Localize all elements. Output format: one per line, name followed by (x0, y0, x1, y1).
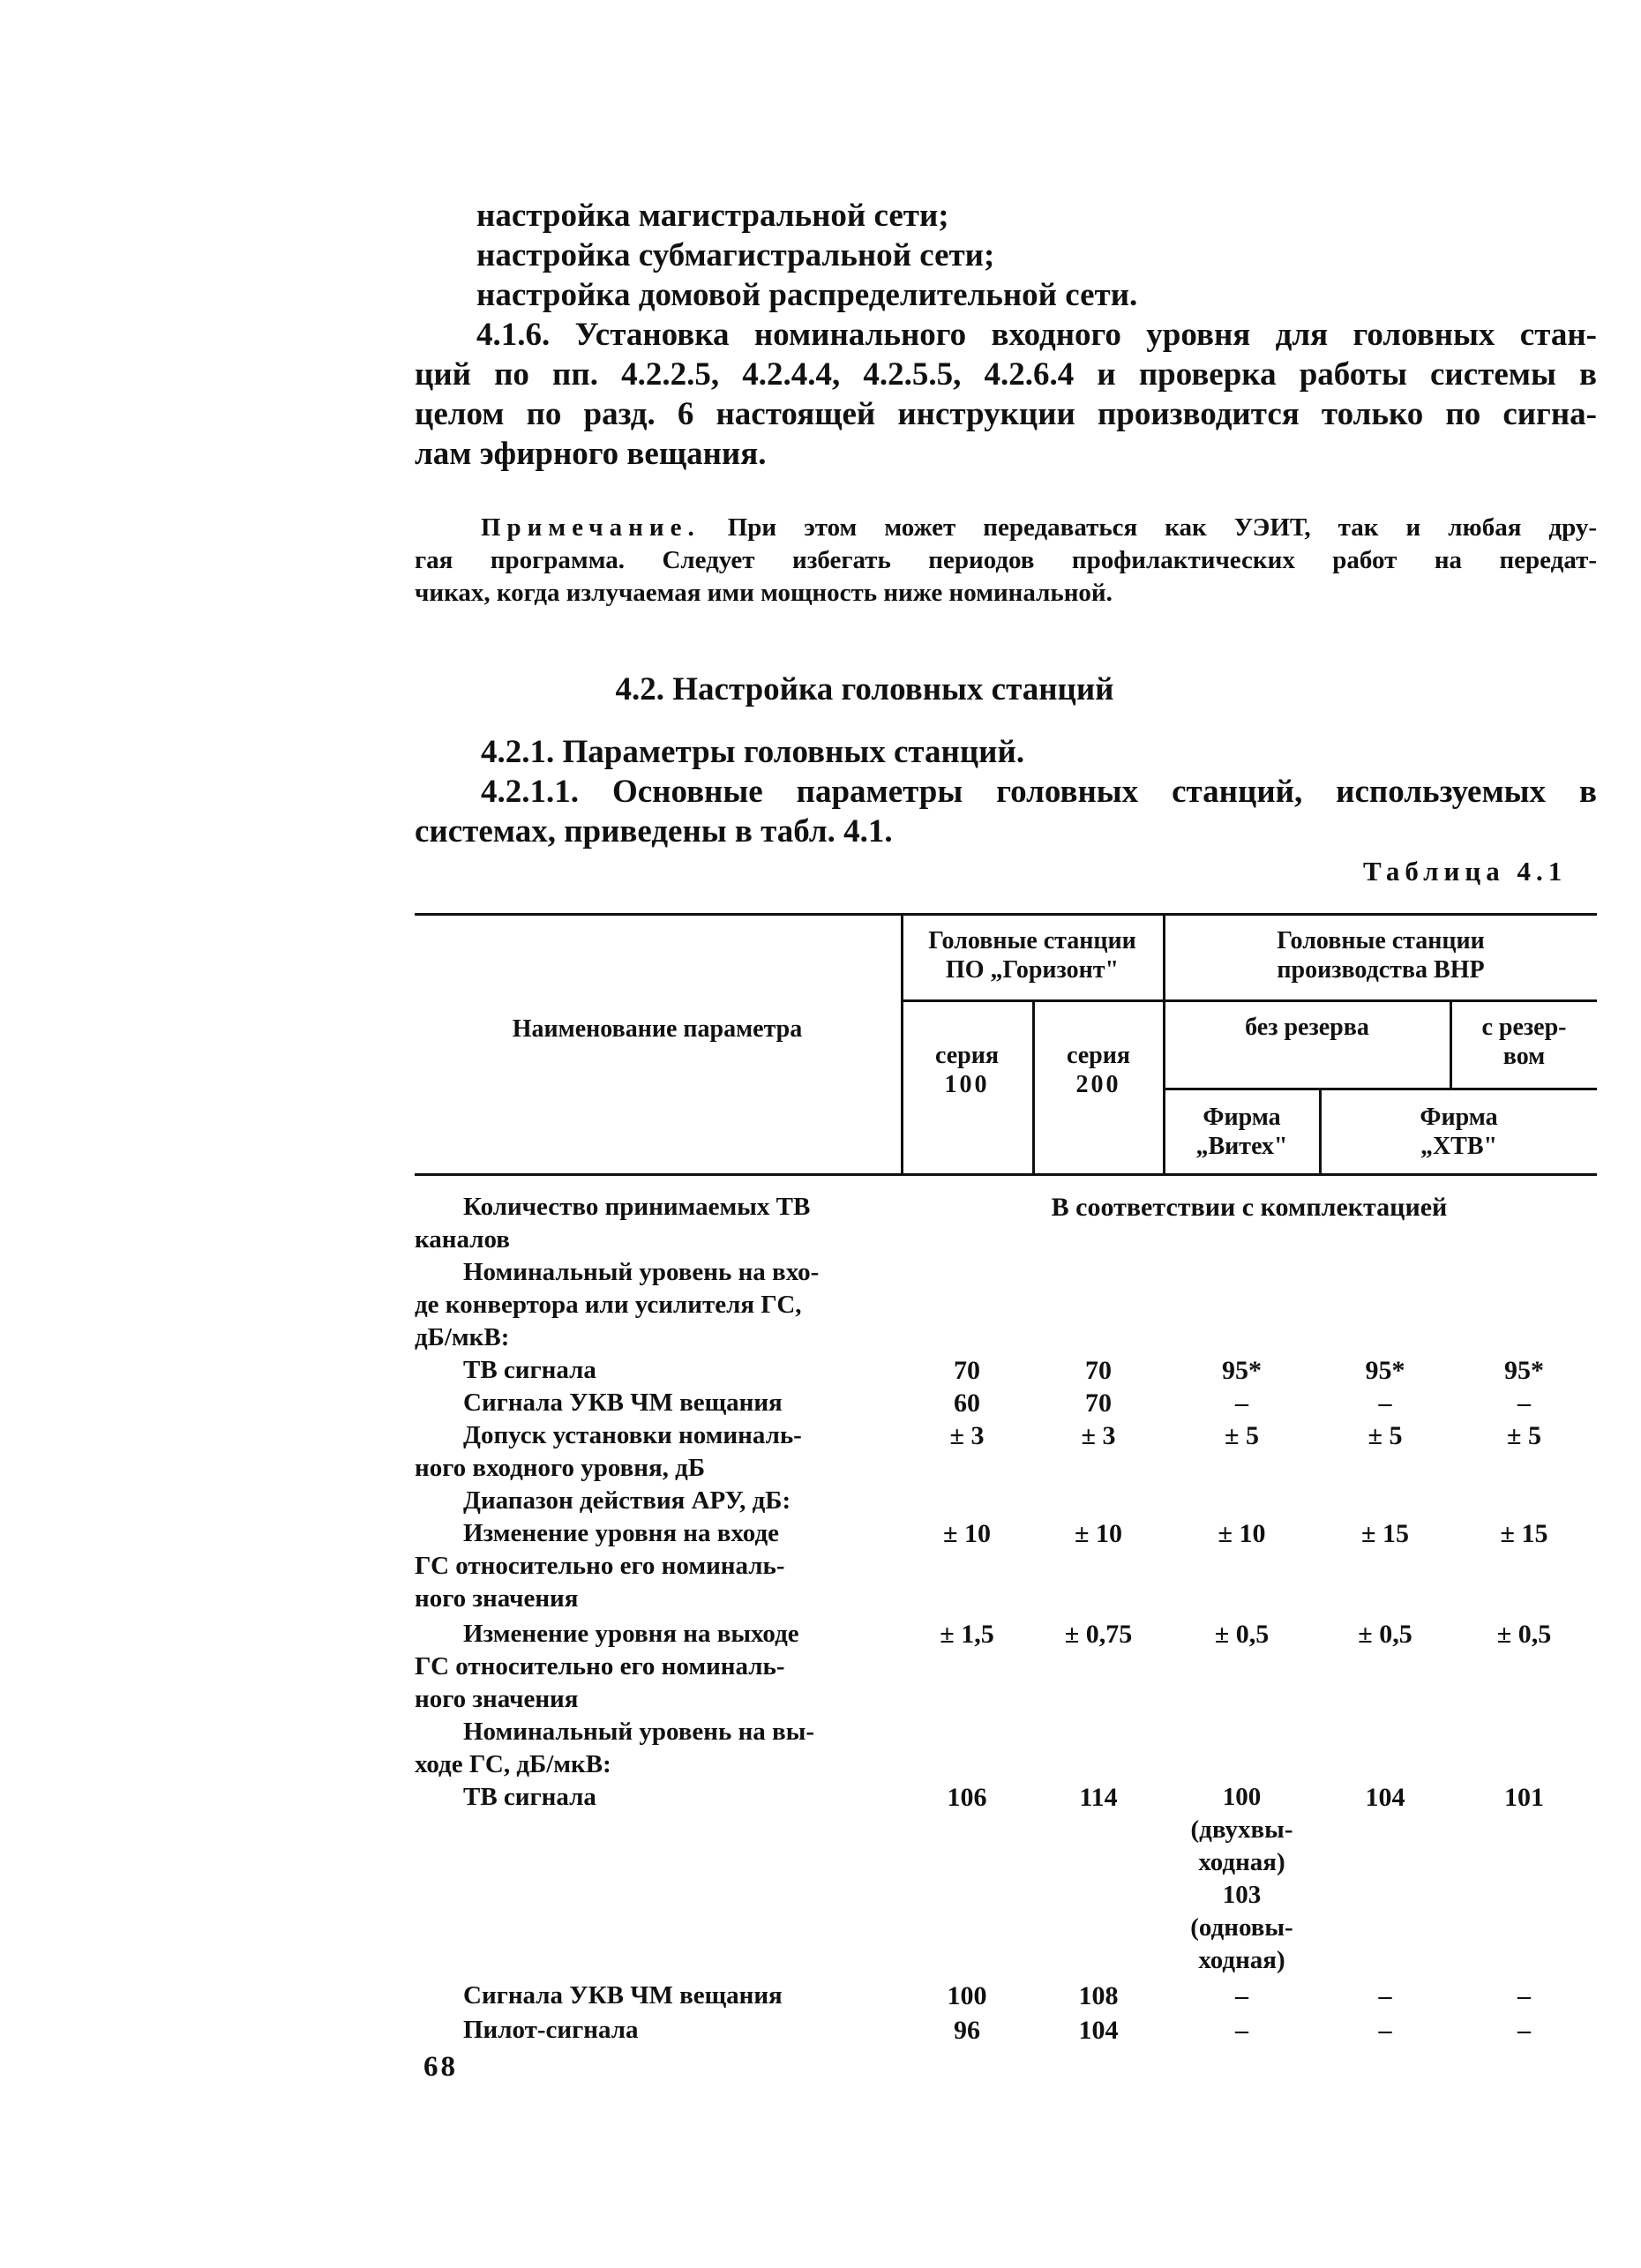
header-firm-vitex: Фирма (1203, 1104, 1281, 1131)
table-cell: ± 3 (949, 1421, 985, 1450)
note-line: чиках, когда излучаемая ими мощность ниже номинальной. (415, 579, 1113, 607)
row-label: Номинальный уровень на вхо- (463, 1258, 820, 1286)
table-cell-line: 103 (1222, 1881, 1262, 1909)
table-cell: ± 3 (1081, 1421, 1116, 1450)
table-cell: – (1517, 1388, 1531, 1418)
text-line: 4.2.1.1. Основные параметры головных станций, используемых в (481, 774, 1597, 810)
table-rule (415, 1173, 1597, 1176)
table-cell-line: 100 (1222, 1783, 1262, 1811)
table-cell: 70 (1085, 1388, 1112, 1418)
table-cell: 70 (954, 1356, 980, 1385)
table-cell-line: ходная) (1198, 1848, 1285, 1876)
table-cell: ± 5 (1368, 1421, 1403, 1450)
row-label: ТВ сигнала (463, 1356, 596, 1384)
table-cell: – (1517, 1981, 1531, 2010)
table-cell: 70 (1085, 1356, 1112, 1385)
table-cell: ± 1,5 (940, 1620, 994, 1649)
row-label: Сигнала УКВ ЧМ вещания (463, 1981, 783, 2010)
header-no-reserve: без резерва (1245, 1014, 1369, 1041)
table-cell: 101 (1504, 1783, 1544, 1812)
table-cell: 60 (954, 1388, 980, 1418)
table-cell: – (1378, 2016, 1392, 2045)
header-series-200: серия (1066, 1042, 1131, 1069)
row-span-value: В соответствии с комплектацией (1051, 1193, 1448, 1222)
table-rule (1165, 1088, 1597, 1090)
note-label: Примечание. (481, 513, 701, 542)
table-caption: Таблица 4.1 (1363, 856, 1568, 887)
header-with-reserve: с резер- (1481, 1014, 1567, 1041)
text-line: 4.1.6. Установка номинального входного уровня для головных стан- (476, 317, 1597, 353)
text-line: системах, приведены в табл. 4.1. (415, 813, 893, 850)
table-cell: – (1378, 1981, 1392, 2010)
table-cell: 114 (1079, 1783, 1118, 1812)
text-line: настройка субмагистральной сети; (476, 237, 995, 273)
table-cell: 108 (1078, 1981, 1119, 2010)
table-cell: ± 5 (1507, 1421, 1541, 1450)
header-firm-vitex: „Витех" (1195, 1133, 1288, 1160)
table-cell: – (1517, 2016, 1531, 2045)
text-line: настройка домовой распределительной сети. (476, 277, 1138, 313)
row-label: ного входного уровня, дБ (415, 1454, 706, 1482)
note-line (481, 512, 1597, 544)
table-cell: ± 15 (1500, 1519, 1548, 1548)
table-cell: ± 15 (1361, 1519, 1409, 1548)
header-group-vnr: Головные станции (1277, 927, 1485, 954)
table-cell: 100 (947, 1981, 987, 2010)
table-cell: 104 (1078, 2016, 1119, 2045)
row-label: Допуск установки номиналь- (463, 1421, 802, 1449)
table-cell: – (1235, 2016, 1248, 2045)
row-label: Количество принимаемых ТВ (463, 1193, 811, 1221)
table-cell: ± 5 (1225, 1421, 1259, 1450)
header-param-name: Наименование параметра (512, 1015, 803, 1043)
table-cell: 106 (947, 1783, 987, 1812)
table-cell: ± 0,5 (1496, 1620, 1552, 1649)
text-line: целом по разд. 6 настоящей инструкции производится только по сигна- (415, 396, 1597, 432)
note-text: При этом может передаваться как УЭИТ, так и любая дру- (727, 513, 1597, 542)
header-series-100: 100 (944, 1071, 990, 1098)
row-label: ходе ГС, дБ/мкВ: (415, 1750, 611, 1778)
table-cell: 95* (1365, 1356, 1405, 1385)
table-cell: – (1378, 1388, 1392, 1418)
row-label: ного значения (415, 1685, 579, 1713)
header-group-vnr: производства ВНР (1277, 956, 1485, 984)
row-label: каналов (415, 1225, 510, 1254)
table-rule (902, 999, 1597, 1002)
table-cell: ± 0,75 (1064, 1620, 1133, 1649)
table-cell: – (1235, 1981, 1248, 2010)
text-line: 4.2.1. Параметры головных станций. (481, 734, 1025, 770)
table-cell: ± 10 (1075, 1519, 1122, 1548)
header-group-gorizont: Головные станции (928, 927, 1136, 954)
row-label: Изменение уровня на входе (463, 1519, 779, 1547)
table-cell-line: (одновы- (1190, 1913, 1293, 1942)
header-with-reserve: вом (1502, 1043, 1546, 1070)
table-cell: ± 0,5 (1214, 1620, 1270, 1649)
header-group-gorizont: ПО „Горизонт" (945, 956, 1120, 984)
header-firm-xtb: „ХТВ" (1420, 1133, 1498, 1160)
row-label: ТВ сигнала (463, 1783, 596, 1811)
table-cell: ± 10 (943, 1519, 991, 1548)
header-series-100: серия (934, 1042, 1000, 1069)
table-cell: – (1235, 1388, 1248, 1418)
row-label: Изменение уровня на выходе (463, 1620, 799, 1648)
row-label: Номинальный уровень на вы- (463, 1718, 814, 1746)
table-cell: 95* (1504, 1356, 1544, 1385)
row-label: Сигнала УКВ ЧМ вещания (463, 1388, 783, 1417)
table-cell: 104 (1365, 1783, 1405, 1812)
row-label: ГС относительно его номиналь- (415, 1652, 785, 1680)
header-series-200: 200 (1075, 1071, 1121, 1098)
table-cell: 95* (1222, 1356, 1262, 1385)
table-cell: ± 10 (1218, 1519, 1266, 1548)
row-label: де конвертора или усилителя ГС, (415, 1291, 802, 1319)
table-rule (415, 913, 1597, 916)
row-label: ного значения (415, 1584, 579, 1613)
section-heading: 4.2. Настройка головных станций (615, 671, 1114, 707)
row-label: дБ/мкВ: (415, 1323, 510, 1351)
table-cell: 96 (954, 2016, 980, 2045)
note-line: гая программа. Следует избегать периодов профилактических работ на передат- (415, 546, 1597, 574)
text-line: ций по пп. 4.2.2.5, 4.2.4.4, 4.2.5.5, 4.2.6.4 и проверка работы системы в (415, 356, 1597, 393)
row-label: Пилот-сигнала (463, 2016, 639, 2044)
table-cell: ± 0,5 (1358, 1620, 1412, 1649)
table-cell-line: ходная) (1198, 1946, 1285, 1974)
text-line: настройка магистральной сети; (476, 198, 949, 234)
table-cell-line: (двухвы- (1190, 1815, 1293, 1844)
page-number: 68 (423, 2051, 458, 2083)
text-line: лам эфирного вещания. (415, 436, 767, 472)
row-label: Диапазон действия АРУ, дБ: (463, 1486, 791, 1515)
row-label: ГС относительно его номиналь- (415, 1552, 785, 1580)
header-firm-xtb: Фирма (1420, 1104, 1498, 1131)
